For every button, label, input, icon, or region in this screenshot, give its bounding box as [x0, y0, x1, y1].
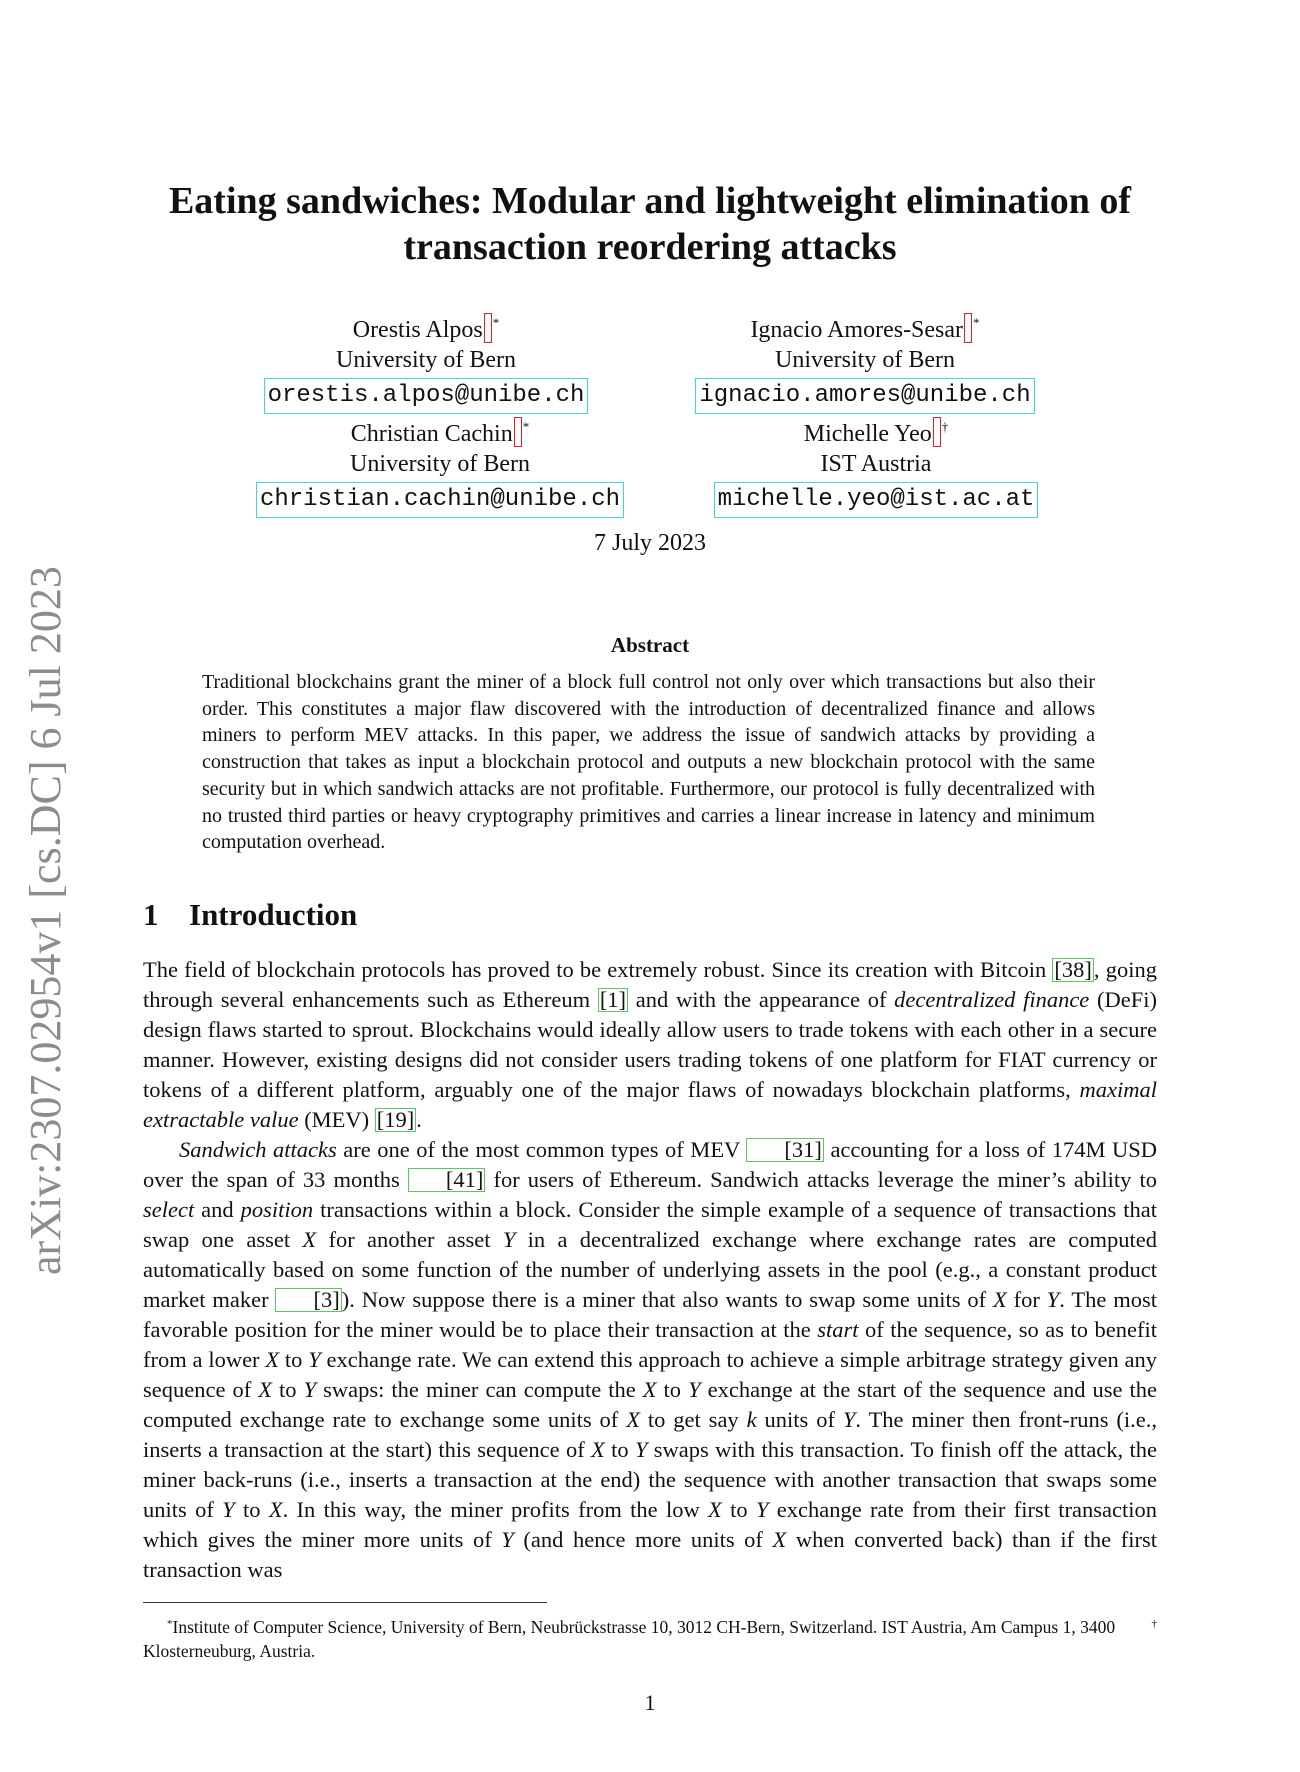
text-run: to — [604, 1437, 635, 1462]
math-var: k — [746, 1407, 757, 1432]
text-run: . In this way, the miner profits from the low — [282, 1497, 709, 1522]
math-var: X — [258, 1377, 273, 1402]
text-run: . The most favorable position for the miner would be to place their transaction at the — [143, 1287, 1157, 1342]
author-block — [696, 412, 1056, 518]
footnote-mark: † — [941, 419, 949, 434]
text-run: . — [416, 1107, 422, 1132]
title-line-1: Eating sandwiches: Modular and lightweight elimination of — [168, 180, 1132, 222]
citation-link[interactable]: [19] — [376, 1107, 415, 1132]
author-affiliation: University of Bern — [775, 347, 955, 373]
text-run: are one of the most common types of MEV — [336, 1137, 747, 1162]
text-run: for users of Ethereum. Sandwich attacks leverage the miner’s ability to — [485, 1167, 1157, 1192]
author-name: Orestis Alpos — [352, 317, 483, 343]
text-run: exchange rate. We can extend this approach to achieve a simple arbitrage strategy given any sequence of — [143, 1347, 1158, 1402]
emphasis: Sandwich attacks — [179, 1137, 337, 1162]
text-run: when converted back) than if the first transaction was — [143, 1527, 1157, 1582]
footnote-mark: * — [167, 1618, 173, 1630]
citation-link[interactable]: [1] — [599, 987, 627, 1012]
author-name: Ignacio Amores-Sesar — [750, 317, 964, 343]
text-run: accounting for a loss of 174M USD over the span of 33 months — [143, 1137, 1157, 1192]
text-run: to — [272, 1377, 304, 1402]
text-run: of the sequence, so as to benefit from a lower — [143, 1317, 1157, 1372]
citation-link[interactable]: [31] — [746, 1138, 824, 1162]
text-run: and — [194, 1197, 241, 1222]
footnote-text: Institute of Computer Science, University of Bern, Neubrückstrasse 10, 3012 CH-Bern, Switzerland. — [172, 1617, 878, 1637]
author-name: Christian Cachin — [350, 421, 513, 447]
text-run: and with the appearance of — [628, 987, 895, 1012]
text-run: in a decentralized exchange where exchange rates are computed automatically based on some function of the number of underlying assets in the pool (e.g., a constant product market maker — [143, 1227, 1157, 1312]
citation-link[interactable]: [41] — [408, 1168, 486, 1192]
text-run: to — [721, 1497, 756, 1522]
author-affiliation: University of Bern — [336, 347, 516, 373]
paper-date: 7 July 2023 — [593, 530, 706, 556]
math-var: Y — [501, 1527, 514, 1552]
math-var: X — [626, 1407, 640, 1432]
text-run: to get say — [639, 1407, 747, 1432]
math-var: X — [772, 1527, 787, 1552]
citation-link[interactable]: [3] — [275, 1288, 341, 1312]
body-text — [143, 955, 1157, 1585]
text-run: (and hence more units of — [513, 1527, 773, 1552]
abstract-heading: Abstract — [610, 633, 690, 657]
author-email-link[interactable]: christian.cachin@unibe.ch — [256, 482, 624, 518]
math-var: Y — [755, 1497, 769, 1522]
text-run: The field of blockchain protocols has proved to be extremely robust. Since its creation with Bitcoin — [143, 957, 1053, 982]
text-run: for — [1006, 1287, 1047, 1312]
author-affiliation: IST Austria — [820, 451, 932, 477]
title-line-2: transaction reordering attacks — [403, 226, 897, 268]
footnote-rule — [143, 1602, 547, 1603]
footnote-text: IST Austria, Am Campus 1, 3400 Klosterneuburg, Austria. — [143, 1617, 1116, 1661]
arxiv-identifier — [16, 547, 76, 1277]
text-run: swaps with this transaction. To finish off the attack, the miner back-runs (i.e., inserts a transaction at the end) the sequence with another transaction that swaps some units of — [143, 1437, 1157, 1522]
math-var: X — [265, 1347, 280, 1372]
footnote-2-start — [1152, 1612, 1158, 1639]
author-email-link[interactable]: michelle.yeo@ist.ac.at — [714, 482, 1039, 518]
math-var: Y — [688, 1377, 701, 1402]
footnote-link-box[interactable] — [484, 313, 492, 343]
footnote-link-box[interactable] — [933, 417, 941, 447]
math-var: X — [642, 1377, 657, 1402]
math-var: X — [268, 1497, 283, 1522]
author-block — [665, 308, 1065, 414]
emphasis: decentralized finance — [894, 987, 1090, 1012]
math-var: Y — [308, 1347, 321, 1372]
footnote-link-box[interactable] — [514, 417, 522, 447]
math-var: Y — [303, 1377, 317, 1402]
math-var: Y — [1046, 1287, 1060, 1312]
footnote-mark: * — [492, 315, 500, 330]
text-run: swaps: the miner can compute the — [316, 1377, 643, 1402]
math-var: X — [992, 1287, 1007, 1312]
text-run: (DeFi) design flaws started to sprout. Blockchains would ideally allow users to trade tokens with each other in a secure manner. However, existing designs did not consider users trading tokens of one platform for FIAT currency or tokens of a different platform, arguably one of the major flaws of nowadays blockchain platforms, — [143, 987, 1157, 1102]
text-run: exchange at the start of the sequence and use the computed exchange rate to exchange some units of — [143, 1377, 1157, 1432]
abstract-text: Traditional blockchains grant the miner of a block full control not only over which transactions but also their order. This constitutes a major flaw discovered with the introduction of decentralized finance and allows miners to perform MEV attacks. In this paper, we address the issue of sandwich attacks by providing a construction that takes as input a blockchain protocol and outputs a new blockchain protocol with the same security but in which sandwich attacks are not profitable. Furthermore, our protocol is fully decentralized with no trusted third parties or heavy cryptography primitives and carries a linear increase in latency and minimum computation overhead. — [202, 671, 1095, 854]
paper-title — [100, 178, 1200, 270]
emphasis: start — [817, 1317, 859, 1342]
text-run: units of — [756, 1407, 843, 1432]
footnote-link-box[interactable] — [964, 313, 972, 343]
author-email-link[interactable]: orestis.alpos@unibe.ch — [264, 378, 589, 414]
author-name: Michelle Yeo — [803, 421, 932, 447]
text-run: . The miner then front-runs (i.e., inserts a transaction at the start) this sequence of — [143, 1407, 1157, 1462]
page-number: 1 — [644, 1690, 656, 1715]
arxiv-identifier-text: arXiv:2307.02954v1 [cs.DC] 6 Jul 2023 — [21, 566, 70, 1275]
math-var: X — [591, 1437, 605, 1462]
footnote-mark: † — [1151, 1618, 1157, 1630]
section-number: 1 — [143, 897, 159, 932]
section-heading — [143, 897, 357, 933]
math-var: Y — [842, 1407, 856, 1432]
footnote-1 — [143, 1612, 877, 1639]
text-run: ). Now suppose there is a miner that also wants to swap some units of — [341, 1287, 993, 1312]
math-var: Y — [502, 1227, 516, 1252]
footnotes — [143, 1612, 1157, 1663]
text-run: transactions within a block. Consider the simple example of a sequence of transactions that swap one asset — [143, 1197, 1157, 1252]
paragraph — [143, 955, 1157, 1135]
section-title: Introduction — [189, 897, 358, 932]
text-run: to — [656, 1377, 689, 1402]
text-run: (MEV) — [298, 1107, 375, 1132]
citation-link[interactable]: [38] — [1054, 957, 1092, 982]
text-run: exchange rate from their first transaction which gives the miner more units of — [143, 1497, 1157, 1552]
author-affiliation: University of Bern — [350, 451, 530, 477]
text-run: , going through several enhancements such as Ethereum — [143, 957, 1157, 1012]
math-var: Y — [222, 1497, 235, 1522]
author-block — [236, 308, 616, 414]
math-var: Y — [634, 1437, 648, 1462]
author-block — [230, 412, 650, 518]
text-run: to — [234, 1497, 269, 1522]
paragraph — [143, 1135, 1157, 1585]
emphasis: position — [240, 1197, 314, 1222]
math-var: X — [708, 1497, 722, 1522]
emphasis: select — [143, 1197, 195, 1222]
text-run: for another asset — [316, 1227, 503, 1252]
math-var: X — [302, 1227, 317, 1252]
footnote-mark: * — [522, 419, 530, 434]
text-run: to — [279, 1347, 309, 1372]
author-email-link[interactable]: ignacio.amores@unibe.ch — [695, 378, 1034, 414]
footnote-mark: * — [973, 315, 980, 330]
emphasis: maximal extractable value — [143, 1077, 1157, 1132]
